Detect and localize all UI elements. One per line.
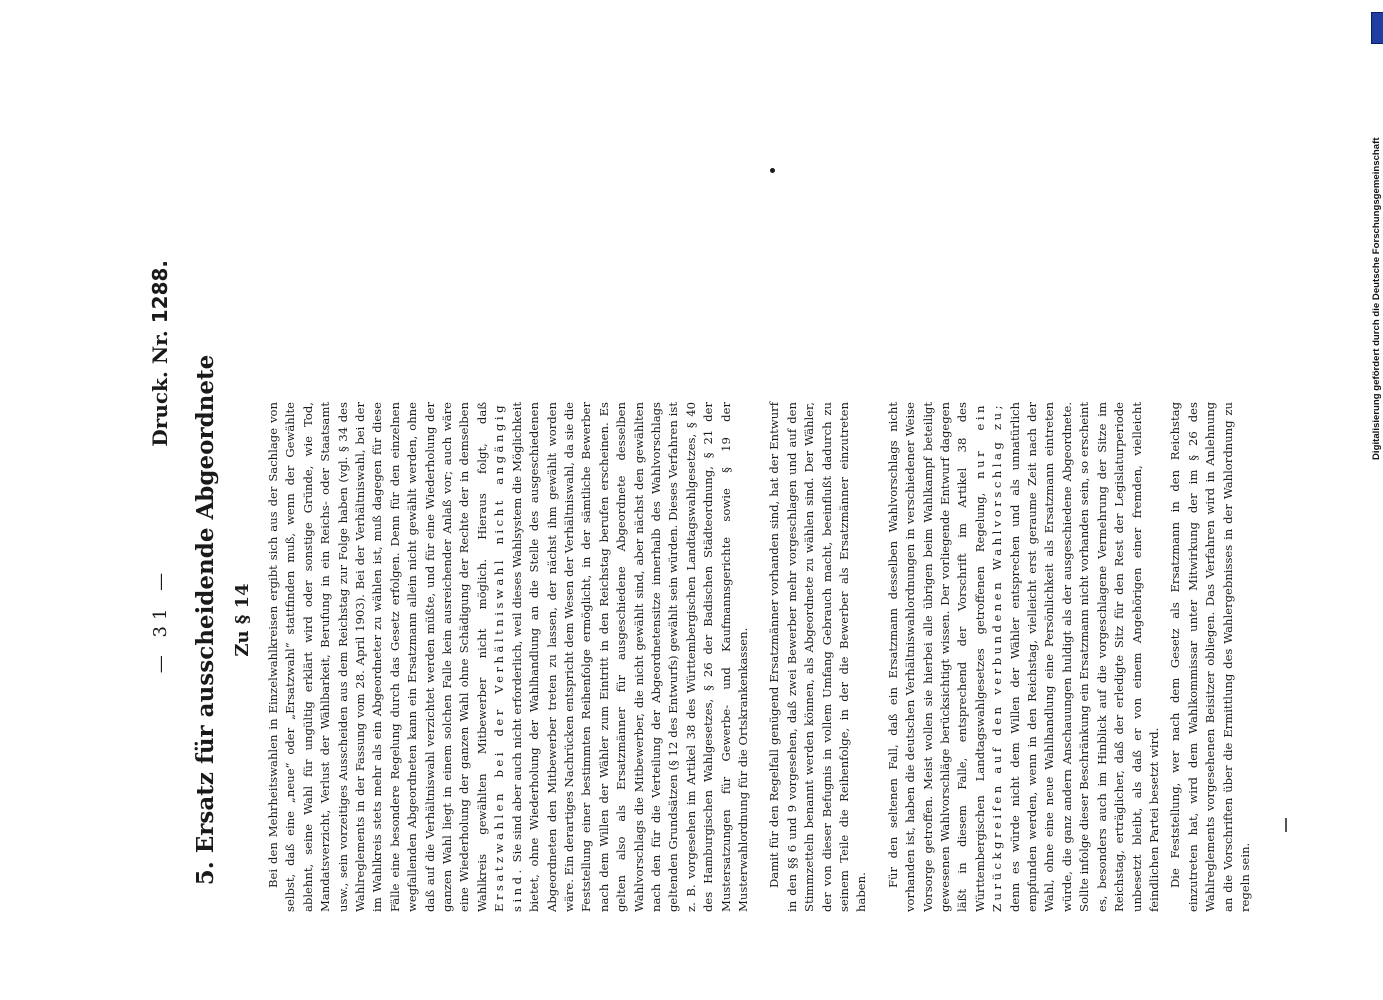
section-heading: 5. Ersatz für ausscheidende Abgeordnete bbox=[192, 354, 219, 886]
paragraph-4: Die Feststellung, wer nach dem Gesetz als Ersatzmann in den Reichstag einzutreten hat, wird dem Wahlkommissar unter Mitwirkung der im § 26 des Wahlreglements vorgesehenen Beisitzer obliegen. Das Verfahren wird in Anlehnung an die Vorschriften über die Ermittlung des Wahlergebnisses in der Wahlordnung zu regeln sein. bbox=[1168, 402, 1252, 912]
paragraph-title: Zu § 14 bbox=[232, 583, 253, 657]
paragraph-3 bbox=[885, 402, 1164, 912]
body-text bbox=[265, 402, 1258, 912]
paragraph-2: Damit für den Regelfall genügend Ersatzmänner vorhanden sind, hat der Entwurf in den §§ 6 und 9 vorgesehen, daß zwei Bewerber mehr vorgeschlagen und auf den Stimmzetteln benannt werden können, als Abgeordnete zu wählen sind. Der Wähler, der von dieser Befugnis in vollem Umfang Gebrauch macht, beeinflußt dadurch zu seinem Teile die Reihenfolge, in der die Bewerber als Ersatzmänner einzutreten haben. bbox=[767, 402, 869, 912]
print-reference bbox=[148, 260, 172, 447]
page-number: — 31 — bbox=[150, 566, 171, 674]
paragraph-1 bbox=[265, 402, 752, 912]
paragraph-3-text-b: denn es würde nicht dem Willen der Wähler entsprechen und als unnatürlich empfunden werden, wenn in den Reichstag, vielleicht erst geraume Zeit nach der Wahl, ohne eine neue Wahlhandlung eine Persönlichkeit als Ersatzmann eintreten würde, die ganz andern Anschauungen huldigt als der ausgeschiedene Abgeordnete. Sollte infolge dieser Beschränkung ein Ersatzmann nicht vorhanden sein, so erscheint es, besonders auch im Hinblick auf die vorgeschlagene Vermehrung der Sitze im Reichstag, erträglicher, daß der erledigte Sitz für den Rest der Legislaturperiode unbesetzt bleibt, als daß er von einem Angehörigen einer fremden, vielleicht feindlichen Partei besetzt wird. bbox=[1007, 402, 1161, 912]
paragraph-3-spaced-text: nur ein Zurückgreifen auf den verbundenen Wahlvorschlag zu; bbox=[972, 402, 1005, 912]
digitization-sidebar bbox=[1371, 8, 1383, 468]
druck-number: 1288. bbox=[148, 260, 172, 324]
paragraph-3-text-a: Für den seltenen Fall, daß ein Ersatzmann desselben Wahlvorschlags nicht vorhanden ist, haben die deutschen Verhältniswahlordnungen in verschiedener Weise Vorsorge getroffen. Meist wollen sie hierbei alle übrigen beim Wahlkampf beteiligt gewesenen Wahlvorschläge berücksichtigt wissen. Der vorliegende Entwurf dagegen läßt in diesem Falle, entsprechend der Vorschrift im Artikel 38 des Württembergischen Landtagswahlgesetzes getroffenen Regelung, bbox=[885, 402, 987, 912]
paragraph-1-text-b: Sie sind aber auch nicht erforderlich, weil dieses Wahlsystem die Möglichkeit bietet, ohne Wiederholung der Wahlhandlung an die Stelle des ausgeschiedenen Abgeordneten den Mitbewerber treten zu lassen, der nächst ihm gewählt worden wäre. Ein derartiges Nachrücken entspricht dem Wesen der Verhältniswahl, da sie die Feststellung einer bestimmten Reihenfolge ermöglicht, in der sämtliche Bewerber nach dem Willen der Wähler zum Eintritt in den Reichstag berufen erscheinen. Es gelten also als Ersatzmänner für ausgeschiedene Abgeordnete desselben Wahlvorschlags die Mitbewerber, die nicht gewählt sind, aber nächst den gewählten nach den für die Verteilung der Abgeordnetensitze innerhalb des Wahlvorschlags geltenden Grundsätzen (§ 12 des Entwurfs) gewählt sein würden. Dieses Verfahren ist z. B. vorgesehen im Artikel 38 des Württembergischen Landtagswahlgesetzes, § 40 des Hamburgischen Wahlgesetzes, § 26 der Badischen Städteordnung, § 21 der Mustersatzungen für Gewerbe- und Kaufmannsgerichte sowie § 19 der Musterwahlordnung für die Ortskrankenkassen. bbox=[509, 401, 750, 912]
scanned-page bbox=[110, 240, 1310, 1000]
ink-dot bbox=[770, 168, 775, 173]
digitization-credit: Digitalisierung gefördert durch die Deutsche Forschungsgemeinschaft bbox=[1371, 137, 1382, 460]
dfg-logo bbox=[1371, 12, 1383, 44]
paragraph-1-text-a: Bei den Mehrheitswahlen in Einzelwahlkreisen ergibt sich aus der Sachlage von selbst, daß eine „neue“ oder „Ersatzwahl“ stattfinden muß, wenn der Gewählte ablehnt, seine Wahl für ungültig erklärt wird oder sonstige Gründe, wie Tod, Mandatsverzicht, Verlust der Wählbarkeit, Berufung in ein Reichs- oder Staatsamt usw., sein vorzeitiges Ausscheiden aus dem Reichstag zur Folge haben (vgl. § 34 des Wahlreglements in der Fassung vom 28. April 1903). Bei der Verhältniswahl, bei der im Wahlkreis stets mehr als ein Abgeordneter zu wählen ist, muß dagegen für diese Fälle eine besondere Regelung durch das Gesetz erfolgen. Denn für den einzelnen wegfallenden Abgeordneten kann ein Ersatzmann allein nicht gewählt werden, ohne daß auf die Verhältniswahl verzichtet werden müßte, und für eine Wiederholung der ganzen Wahl liegt in einem solchen Falle kein ausreichender Anlaß vor; auch wäre eine Wiederholung der ganzen Wahl ohne Schädigung der Rechte der in demselben Wahlkreis gewählten Mitbewerber nicht möglich. Hieraus folgt, daß bbox=[266, 402, 489, 912]
druck-label: Druck. Nr. bbox=[148, 330, 172, 447]
margin-mark bbox=[1285, 818, 1287, 832]
paragraph-1-spaced-text: Ersatzwahlen bei der Verhältniswahl nicht angängig sind. bbox=[492, 402, 524, 912]
